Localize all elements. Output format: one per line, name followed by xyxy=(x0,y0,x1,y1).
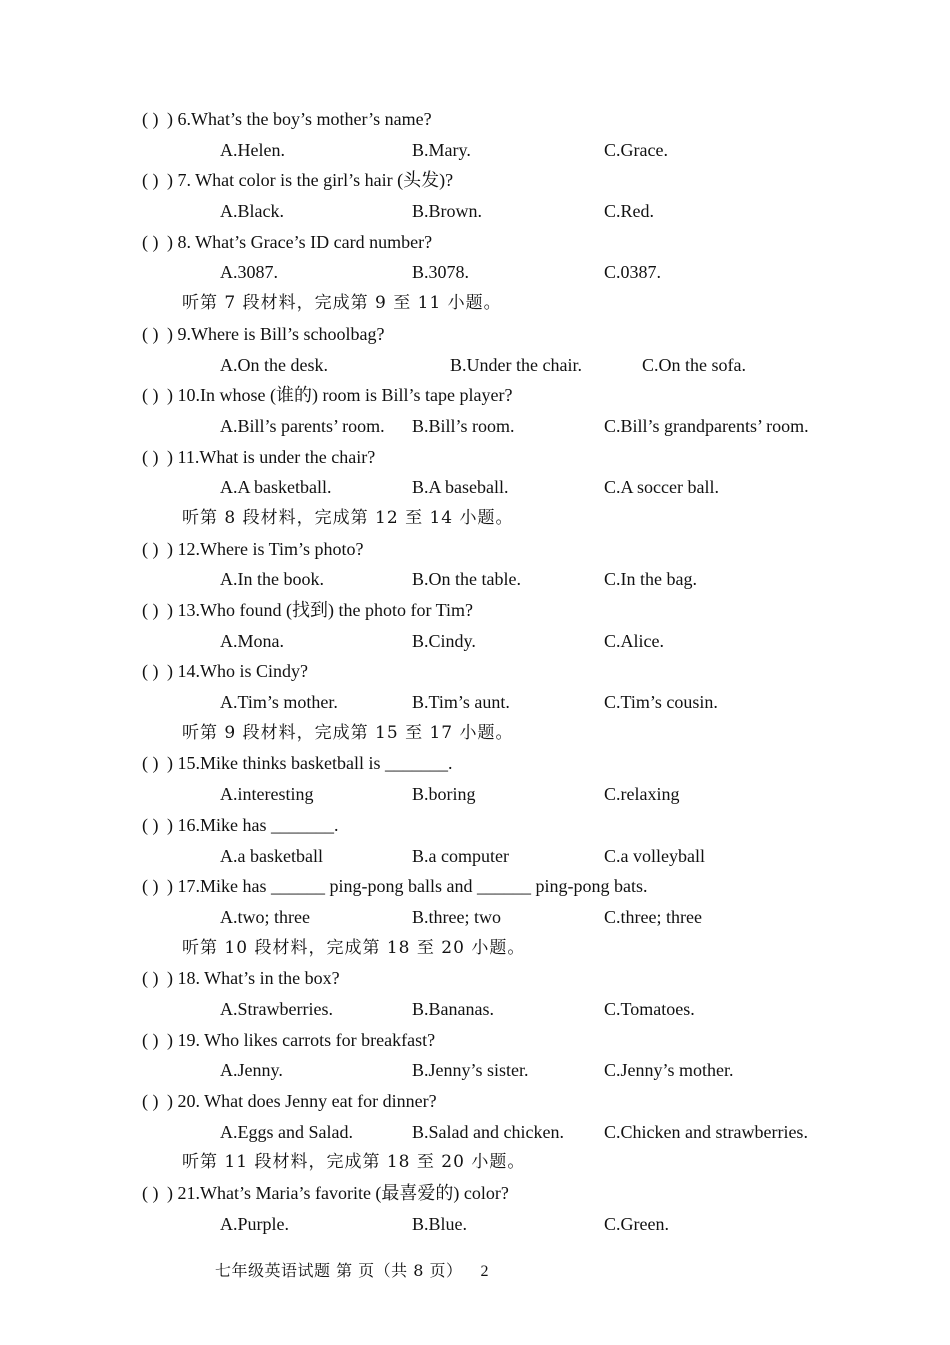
options-line xyxy=(0,257,950,288)
question-text: ) 21.What’s Maria’s favorite (最喜爱的) color? xyxy=(167,1183,509,1204)
option-a: A.Black. xyxy=(220,201,284,222)
question-text: ) 10.In whose (谁的) room is Bill’s tape player? xyxy=(167,385,513,406)
option-a: A.Strawberries. xyxy=(220,998,333,1019)
answer-blank[interactable]: ( ) xyxy=(142,753,159,774)
option-a: A.Eggs and Salad. xyxy=(220,1121,353,1142)
option-c: C.Chicken and strawberries. xyxy=(604,1121,808,1142)
section-instruction: 听第 7 段材料，完成第 9 至 11 小题。 xyxy=(182,293,502,314)
section-instruction: 听第 11 段材料，完成第 18 至 20 小题。 xyxy=(182,1152,526,1173)
answer-blank[interactable]: ( ) xyxy=(142,109,159,129)
options-line xyxy=(0,687,950,718)
answer-blank[interactable]: ( ) xyxy=(142,876,159,897)
options-line xyxy=(0,350,950,381)
option-a: A.two; three xyxy=(220,906,310,927)
option-a: A.3087. xyxy=(220,262,278,283)
option-b: B.a computer xyxy=(412,845,509,866)
answer-blank[interactable]: ( ) xyxy=(142,446,159,467)
question-line xyxy=(0,1025,950,1056)
answer-blank[interactable]: ( ) xyxy=(142,1183,159,1204)
options-line xyxy=(0,472,950,503)
question-text: ) 17.Mike has ______ ping-pong balls and ______ ping-pong bats. xyxy=(167,876,648,897)
option-c: C.relaxing xyxy=(604,784,680,805)
options-line xyxy=(0,841,950,872)
option-a: A.In the book. xyxy=(220,569,324,590)
answer-blank[interactable]: ( ) xyxy=(142,231,159,252)
question-text: ) 16.Mike has _______. xyxy=(167,814,339,835)
option-b: B.Tim’s aunt. xyxy=(412,692,510,713)
option-c: C.Bill’s grandparents’ room. xyxy=(604,415,809,436)
option-c: C.0387. xyxy=(604,262,662,283)
answer-blank[interactable]: ( ) xyxy=(142,661,159,682)
question-line xyxy=(0,227,950,258)
answer-blank[interactable]: ( ) xyxy=(142,968,159,989)
option-b: B.three; two xyxy=(412,906,501,927)
option-c: C.In the bag. xyxy=(604,569,697,590)
answer-blank[interactable]: ( ) xyxy=(142,600,159,620)
option-c: C.On the sofa. xyxy=(642,354,746,375)
question-line xyxy=(0,165,950,196)
option-b: B.A baseball. xyxy=(412,477,509,498)
question-text: ) 18. What’s in the box? xyxy=(167,968,340,989)
options-line xyxy=(0,564,950,595)
option-c: C.Red. xyxy=(604,201,655,222)
answer-blank[interactable]: ( ) xyxy=(142,323,159,344)
question-line xyxy=(0,319,950,350)
option-c: C.Jenny’s mother. xyxy=(604,1060,734,1081)
option-b: B.Blue. xyxy=(412,1213,468,1234)
question-text: ) 20. What does Jenny eat for dinner? xyxy=(167,1091,437,1111)
options-line xyxy=(0,626,950,657)
question-text: ) 19. Who likes carrots for breakfast? xyxy=(167,1029,436,1050)
option-c: C.Tomatoes. xyxy=(604,998,695,1019)
options-line xyxy=(0,994,950,1025)
option-a: A.interesting xyxy=(220,784,314,805)
question-line xyxy=(0,104,950,135)
options-line xyxy=(0,135,950,166)
option-a: A.Tim’s mother. xyxy=(220,692,338,713)
option-b: B.Salad and chicken. xyxy=(412,1121,564,1142)
option-b: B.boring xyxy=(412,784,476,805)
question-line xyxy=(0,380,950,411)
option-c: C.a volleyball xyxy=(604,845,705,866)
page-number: 2 xyxy=(480,1263,490,1280)
option-a: A.A basketball. xyxy=(220,477,332,498)
question-text: ) 15.Mike thinks basketball is _______. xyxy=(167,753,453,774)
page-footer xyxy=(215,1258,489,1281)
footer-text: 七年级英语试题 第 页（共 8 页） xyxy=(215,1261,463,1280)
question-line xyxy=(0,748,950,779)
question-text: ) 14.Who is Cindy? xyxy=(167,661,308,682)
option-b: B.Mary. xyxy=(412,139,471,160)
question-text: ) 9.Where is Bill’s schoolbag? xyxy=(167,323,385,344)
question-line xyxy=(0,442,950,473)
question-text: ) 11.What is under the chair? xyxy=(167,446,376,467)
option-a: A.On the desk. xyxy=(220,354,328,375)
option-b: B.Bananas. xyxy=(412,998,494,1019)
option-a: A.Mona. xyxy=(220,630,284,651)
answer-blank[interactable]: ( ) xyxy=(142,814,159,835)
question-line xyxy=(0,595,950,626)
answer-blank[interactable]: ( ) xyxy=(142,170,159,191)
option-b: B.Under the chair. xyxy=(450,354,582,375)
question-line xyxy=(0,871,950,902)
option-a: A.Purple. xyxy=(220,1213,289,1234)
option-c: C.A soccer ball. xyxy=(604,477,719,498)
question-line xyxy=(0,1086,950,1117)
option-c: C.Green. xyxy=(604,1213,669,1234)
options-line xyxy=(0,1209,950,1240)
option-b: B.Cindy. xyxy=(412,630,476,651)
options-line xyxy=(0,1117,950,1148)
option-c: C.Alice. xyxy=(604,630,664,651)
section-instruction: 听第 10 段材料，完成第 18 至 20 小题。 xyxy=(182,937,526,958)
question-text: ) 12.Where is Tim’s photo? xyxy=(167,538,364,559)
question-line xyxy=(0,534,950,565)
answer-blank[interactable]: ( ) xyxy=(142,1091,159,1111)
answer-blank[interactable]: ( ) xyxy=(142,1029,159,1050)
question-sheet xyxy=(0,104,950,1239)
question-text: ) 8. What’s Grace’s ID card number? xyxy=(167,231,433,252)
option-b: B.On the table. xyxy=(412,569,521,590)
answer-blank[interactable]: ( ) xyxy=(142,385,159,406)
question-text: ) 6.What’s the boy’s mother’s name? xyxy=(167,109,432,129)
question-text: ) 13.Who found (找到) the photo for Tim? xyxy=(167,600,473,620)
question-line xyxy=(0,963,950,994)
section-instruction: 听第 8 段材料，完成第 12 至 14 小题。 xyxy=(182,507,514,528)
question-text: ) 7. What color is the girl’s hair (头发)? xyxy=(167,170,454,191)
option-a: A.a basketball xyxy=(220,845,323,866)
answer-blank[interactable]: ( ) xyxy=(142,538,159,559)
question-line xyxy=(0,1178,950,1209)
options-line xyxy=(0,779,950,810)
option-c: C.Grace. xyxy=(604,139,668,160)
option-a: A.Jenny. xyxy=(220,1060,283,1081)
options-line xyxy=(0,902,950,933)
section-instruction: 听第 9 段材料，完成第 15 至 17 小题。 xyxy=(182,722,514,743)
option-b: B.Jenny’s sister. xyxy=(412,1060,529,1081)
question-line xyxy=(0,810,950,841)
option-c: C.three; three xyxy=(604,906,702,927)
options-line xyxy=(0,196,950,227)
question-line xyxy=(0,656,950,687)
option-a: A.Bill’s parents’ room. xyxy=(220,415,385,436)
options-line xyxy=(0,1055,950,1086)
option-b: B.Bill’s room. xyxy=(412,415,515,436)
option-b: B.3078. xyxy=(412,262,470,283)
option-c: C.Tim’s cousin. xyxy=(604,692,718,713)
options-line xyxy=(0,411,950,442)
option-b: B.Brown. xyxy=(412,201,483,222)
option-a: A.Helen. xyxy=(220,139,285,160)
